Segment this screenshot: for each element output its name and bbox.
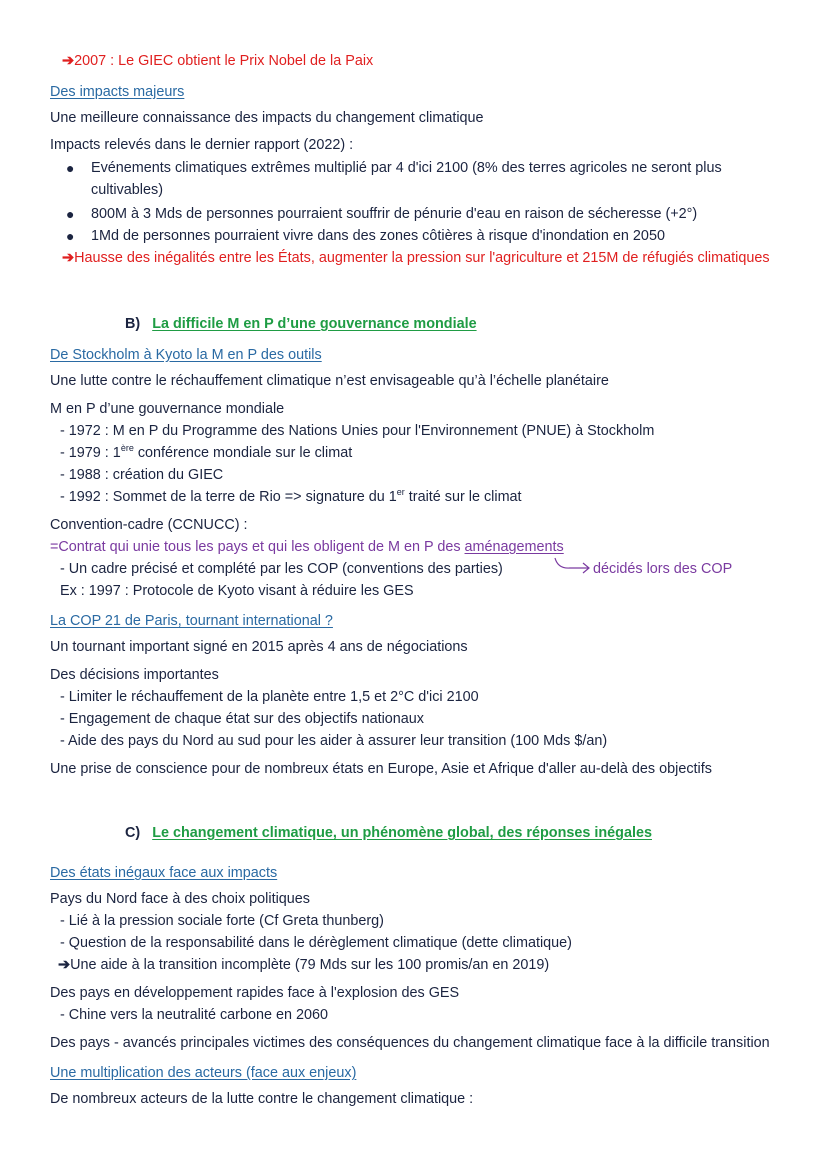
list-item: - Un cadre précisé et complété par les COP (conventions des parties) (60, 561, 503, 577)
bullet-item-continuation: cultivables) (91, 182, 163, 198)
list-item: - Question de la responsabilité dans le dérèglement climatique (dette climatique) (60, 935, 572, 951)
example-line: Ex : 1997 : Protocole de Kyoto visant à réduire les GES (60, 583, 414, 599)
text-line: M en P d’une gouvernance mondiale (50, 401, 285, 417)
list-item: - Limiter le réchauffement de la planète entre 1,5 et 2°C d'ici 2100 (60, 689, 479, 705)
list-item: - Aide des pays du Nord au sud pour les aider à assurer leur transition (100 Mds $/an) (60, 733, 608, 749)
bullet-item: Evénements climatiques extrêmes multiplié par 4 d'ici 2100 (8% des terres agricoles ne seront plus (91, 160, 722, 176)
list-item: - Lié à la pression sociale forte (Cf Greta thunberg) (60, 913, 384, 929)
handwritten-note: =Contrat qui unie tous les pays et qui les obligent de M en P des aménagements (50, 539, 564, 555)
section-b-heading: B) La difficile M en P d’une gouvernance mondiale (125, 316, 477, 332)
subheading-stockholm-kyoto: De Stockholm à Kyoto la M en P des outils (50, 347, 322, 363)
list-item: - Engagement de chaque état sur des objectifs nationaux (60, 711, 425, 727)
text-line: Des décisions importantes (50, 667, 219, 683)
text-line: Une prise de conscience pour de nombreux états en Europe, Asie et Afrique d'aller au-delà des objectifs (50, 761, 712, 777)
curved-arrow-icon (552, 555, 594, 577)
handwritten-note: décidés lors des COP (593, 561, 733, 577)
arrow-right-icon: ➔ (58, 957, 71, 973)
text-line: Une lutte contre le réchauffement climatique n’est envisageable qu’à l’échelle planétaire (50, 373, 609, 389)
list-item: - 1972 : M en P du Programme des Nations Unies pour l'Environnement (PNUE) à Stockholm (60, 423, 655, 439)
text-line: Des pays en développement rapides face à l'explosion des GES (50, 985, 460, 1001)
bullet-dot-icon: ● (66, 228, 75, 244)
nobel-line: ➔2007 : Le GIEC obtient le Prix Nobel de la Paix (62, 53, 374, 69)
text-line: Une meilleure connaissance des impacts du changement climatique (50, 110, 484, 126)
text-line: Impacts relevés dans le dernier rapport (2022) : (50, 137, 354, 153)
conclusion-line: ➔Hausse des inégalités entre les États, augmenter la pression sur l'agriculture et 215M de réfugiés climatiques (62, 250, 770, 266)
section-c-heading: C) Le changement climatique, un phénomène global, des réponses inégales (125, 825, 652, 841)
text-line: De nombreux acteurs de la lutte contre le changement climatique : (50, 1091, 474, 1107)
list-item: - 1992 : Sommet de la terre de Rio => signature du 1er traité sur le climat (60, 487, 522, 505)
arrow-right-icon: ➔ (62, 250, 75, 266)
list-item: - 1988 : création du GIEC (60, 467, 224, 483)
text-line: Un tournant important signé en 2015 après 4 ans de négociations (50, 639, 468, 655)
subheading-etats-inegaux: Des états inégaux face aux impacts (50, 865, 278, 881)
bullet-item: 800M à 3 Mds de personnes pourraient souffrir de pénurie d'eau en raison de sécheresse (+2°) (91, 206, 698, 222)
subheading-impacts: Des impacts majeurs (50, 84, 185, 100)
bullet-dot-icon: ● (66, 160, 75, 176)
text-line: Convention-cadre (CCNUCC) : (50, 517, 248, 533)
arrow-right-icon: ➔ (62, 53, 75, 69)
bullet-item: 1Md de personnes pourraient vivre dans des zones côtières à risque d'inondation en 2050 (91, 228, 665, 244)
text-line: Des pays - avancés principales victimes des conséquences du changement climatique face à la difficile transition (50, 1035, 770, 1051)
subheading-cop21: La COP 21 de Paris, tournant international ? (50, 613, 333, 629)
subheading-acteurs: Une multiplication des acteurs (face aux enjeux) (50, 1065, 357, 1081)
arrow-line: ➔Une aide à la transition incomplète (79 Mds sur les 100 promis/an en 2019) (58, 957, 550, 973)
list-item: - Chine vers la neutralité carbone en 2060 (60, 1007, 328, 1023)
text-line: Pays du Nord face à des choix politiques (50, 891, 310, 907)
list-item: - 1979 : 1ère conférence mondiale sur le climat (60, 443, 353, 461)
bullet-dot-icon: ● (66, 206, 75, 222)
